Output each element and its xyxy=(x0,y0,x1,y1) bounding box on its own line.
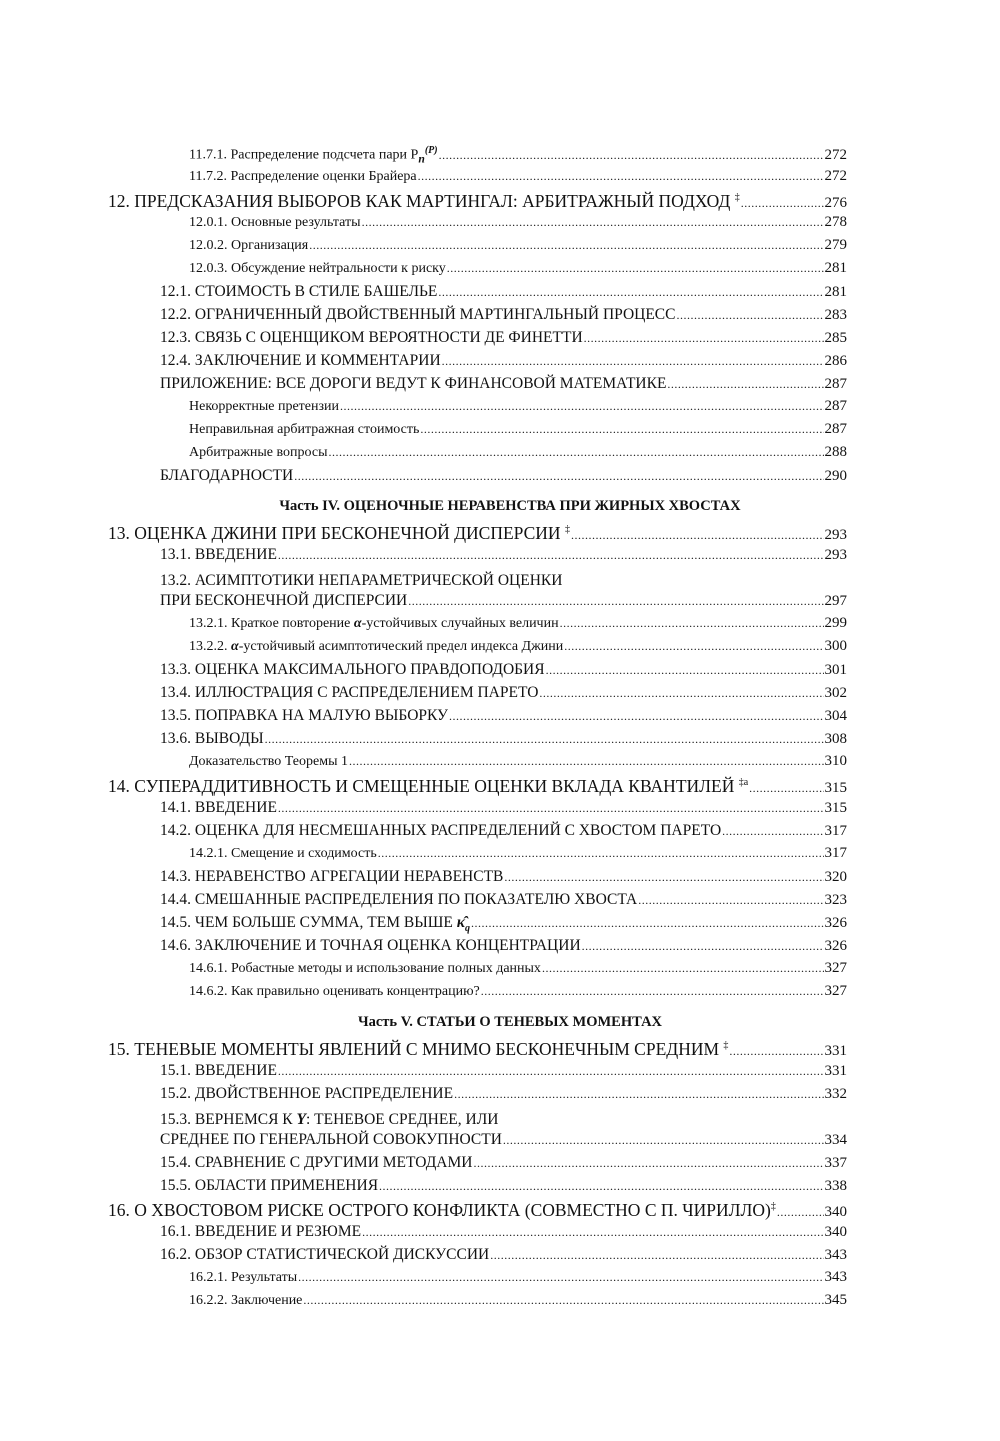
math-symbol: α xyxy=(231,639,239,654)
toc-page-number: 334 xyxy=(824,1132,847,1148)
toc-entry-title: 13.2.2. xyxy=(189,639,231,654)
toc-entry[interactable] xyxy=(0,1269,1000,1292)
toc-entry-title-rest: -устойчивых случайных величин xyxy=(361,616,559,631)
toc-entry-title: 15.3. ВЕРНЕМСЯ К xyxy=(160,1111,297,1128)
toc-entry[interactable] xyxy=(0,421,1000,444)
toc-entry-title: 12.0.1. Основные результаты xyxy=(189,215,361,230)
toc-entry-title: 13.2.1. Краткое повторение xyxy=(189,616,354,631)
math-symbol: κ̂ xyxy=(456,914,465,931)
math-symbol: α xyxy=(353,616,362,631)
toc-entry-title: 15. ТЕНЕВЫЕ МОМЕНТЫ ЯВЛЕНИЙ С МНИМО БЕСКОНЕЧНЫМ СРЕДНИМ xyxy=(108,1039,720,1059)
toc-entry-title: 16. О ХВОСТОВОМ РИСКЕ ОСТРОГО КОНФЛИКТА (СОВМЕСТНО С П. ЧИРИЛЛО) xyxy=(108,1200,771,1220)
dot-leader xyxy=(379,1179,823,1194)
dot-leader xyxy=(442,354,824,369)
dot-leader xyxy=(582,939,824,954)
math-superscript: (P) xyxy=(424,145,438,156)
toc-entry-title: 14.3. НЕРАВЕНСТВО АГРЕГАЦИИ НЕРАВЕНСТВ xyxy=(160,868,504,885)
toc-page-number: 281 xyxy=(824,260,847,276)
toc-entry-title: БЛАГОДАРНОСТИ xyxy=(160,467,294,484)
toc-entry-title: 14.5. ЧЕМ БОЛЬШЕ СУММА, ТЕМ ВЫШЕ xyxy=(160,914,457,931)
toc-entry-title-rest: : ТЕНЕВОЕ СРЕДНЕЕ, ИЛИ xyxy=(305,1111,499,1128)
dot-leader xyxy=(542,961,824,976)
toc-page-number: 331 xyxy=(824,1063,847,1079)
toc-entry-title: 15.4. СРАВНЕНИЕ С ДРУГИМИ МЕТОДАМИ xyxy=(160,1154,473,1171)
toc-entry-title: 13.5. ПОПРАВКА НА МАЛУЮ ВЫБОРКУ xyxy=(160,707,449,724)
toc-entry-title: 12.1. СТОИМОСТЬ В СТИЛЕ БАШЕЛЬЕ xyxy=(160,283,438,300)
toc-entry[interactable] xyxy=(0,168,1000,191)
toc-page-number: 340 xyxy=(824,1204,847,1220)
toc-section-entry[interactable] xyxy=(0,1154,1000,1177)
toc-entry[interactable] xyxy=(0,260,1000,283)
toc-entry[interactable] xyxy=(0,237,1000,260)
dot-leader xyxy=(378,846,824,861)
toc-page-number: 345 xyxy=(824,1292,847,1308)
toc-page-number: 331 xyxy=(824,1043,847,1059)
toc-page-number: 272 xyxy=(824,168,847,184)
toc-page-number: 327 xyxy=(824,960,847,976)
dot-leader xyxy=(546,663,824,678)
toc-section-entry[interactable] xyxy=(0,283,1000,306)
footnote-mark: ‡ xyxy=(723,1040,729,1052)
toc-entry-title: 16.2. ОБЗОР СТАТИСТИЧЕСКОЙ ДИСКУССИИ xyxy=(160,1246,490,1263)
toc-section-entry[interactable] xyxy=(0,1223,1000,1246)
toc-entry-title: 14.6.2. Как правильно оценивать концентрацию? xyxy=(189,984,480,999)
toc-section-entry[interactable] xyxy=(0,937,1000,960)
dot-leader xyxy=(278,548,824,563)
toc-page-number: 317 xyxy=(824,845,847,861)
toc-entry-title: 14.1. ВВЕДЕНИЕ xyxy=(160,799,277,816)
toc-page-number: 272 xyxy=(824,146,847,163)
dot-leader xyxy=(278,801,824,816)
toc-entry[interactable] xyxy=(0,753,1000,776)
dot-leader xyxy=(667,377,823,392)
toc-section-entry[interactable] xyxy=(0,329,1000,352)
dot-leader xyxy=(571,528,824,543)
toc-section-entry[interactable] xyxy=(0,375,1000,398)
dot-leader xyxy=(294,469,823,484)
toc-section-entry[interactable] xyxy=(0,1177,1000,1200)
toc-page-number: 290 xyxy=(824,468,847,484)
toc-entry-title: 12.2. ОГРАНИЧЕННЫЙ ДВОЙСТВЕННЫЙ МАРТИНГАЛЬНЫЙ ПРОЦЕСС xyxy=(160,306,676,323)
math-symbol: Y xyxy=(296,1111,306,1128)
dot-leader xyxy=(676,308,823,323)
toc-entry[interactable] xyxy=(0,1292,1000,1315)
toc-section-entry[interactable] xyxy=(0,730,1000,753)
toc-entry[interactable] xyxy=(0,638,1000,661)
toc-page-number: 340 xyxy=(824,1224,847,1240)
toc-page-number: 310 xyxy=(824,753,847,769)
toc-page-number: 287 xyxy=(824,398,847,414)
toc-entry-title: Неправильная арбитражная стоимость xyxy=(189,422,420,437)
toc-page-number: 304 xyxy=(824,708,847,724)
footnote-mark: ‡a xyxy=(738,777,749,789)
toc-page-number: 327 xyxy=(824,983,847,999)
toc-entry[interactable] xyxy=(0,214,1000,237)
toc-entry[interactable] xyxy=(0,444,1000,467)
toc-page-number: 326 xyxy=(824,915,847,931)
toc-page-number: 279 xyxy=(824,237,847,253)
toc-entry-title: Доказательство Теоремы 1 xyxy=(189,754,348,769)
toc-page-number: 287 xyxy=(824,376,847,392)
toc-section-entry[interactable] xyxy=(0,891,1000,914)
toc-entry-title: 12. ПРЕДСКАЗАНИЯ ВЫБОРОВ КАК МАРТИНГАЛ: АРБИТРАЖНЫЙ ПОДХОД xyxy=(108,191,731,211)
toc-entry[interactable] xyxy=(0,983,1000,1006)
toc-section-entry[interactable] xyxy=(0,352,1000,375)
toc-chapter-entry[interactable] xyxy=(0,191,1000,214)
toc-chapter-entry[interactable] xyxy=(0,523,1000,546)
toc-section-entry[interactable] xyxy=(0,1085,1000,1108)
dot-leader xyxy=(638,893,823,908)
part-heading: Часть IV. ОЦЕНОЧНЫЕ НЕРАВЕНСТВА ПРИ ЖИРНЫХ ХВОСТАХ xyxy=(279,498,741,514)
dot-leader xyxy=(560,616,824,631)
math-subscript: n xyxy=(418,152,425,166)
toc-section-entry[interactable] xyxy=(0,1062,1000,1085)
dot-leader xyxy=(418,169,824,184)
math-subscript: q xyxy=(464,923,470,935)
toc-entry-title: 12.3. СВЯЗЬ С ОЦЕНЩИКОМ ВЕРОЯТНОСТИ ДЕ ФИНЕТТИ xyxy=(160,329,583,346)
dot-leader xyxy=(362,1225,823,1240)
dot-leader xyxy=(729,1044,823,1059)
footnote-mark: ‡ xyxy=(734,192,740,204)
toc-section-entry[interactable] xyxy=(0,868,1000,891)
dot-leader xyxy=(439,148,824,163)
toc-page-number: 299 xyxy=(824,615,847,631)
footnote-mark: ‡ xyxy=(564,524,570,536)
dot-leader xyxy=(340,399,823,414)
toc-entry-title: 13.1. ВВЕДЕНИЕ xyxy=(160,546,277,563)
toc-section-entry[interactable] xyxy=(0,467,1000,490)
toc-entry-title: 13.6. ВЫВОДЫ xyxy=(160,730,264,747)
toc-entry-title: Арбитражные вопросы xyxy=(189,445,328,460)
toc-page-number: 301 xyxy=(824,662,847,678)
toc-entry[interactable] xyxy=(0,960,1000,983)
toc-page-number: 326 xyxy=(824,938,847,954)
toc-page-number: 323 xyxy=(824,892,847,908)
toc-section-entry[interactable] xyxy=(0,684,1000,707)
dot-leader xyxy=(438,285,823,300)
dot-leader xyxy=(471,916,824,931)
dot-leader xyxy=(447,261,824,276)
toc-page-number: 343 xyxy=(824,1247,847,1263)
toc-entry-title: ПРИЛОЖЕНИЕ: ВСЕ ДОРОГИ ВЕДУТ К ФИНАНСОВОЙ МАТЕМАТИКЕ xyxy=(160,375,667,392)
dot-leader xyxy=(303,1293,823,1308)
toc-page-number: 281 xyxy=(824,284,847,300)
toc-page-number: 343 xyxy=(824,1269,847,1285)
toc-entry-title: 14.2.1. Смещение и сходимость xyxy=(189,846,377,861)
toc-entry-title: СРЕДНЕЕ ПО ГЕНЕРАЛЬНОЙ СОВОКУПНОСТИ xyxy=(160,1131,502,1148)
toc-page-number: 332 xyxy=(824,1086,847,1102)
toc-page-number: 300 xyxy=(824,638,847,654)
dot-leader xyxy=(504,870,823,885)
toc-page-number: 308 xyxy=(824,731,847,747)
toc-page-number: 276 xyxy=(824,195,847,211)
toc-entry-title: 14.6.1. Робастные методы и использование полных данных xyxy=(189,961,541,976)
dot-leader xyxy=(349,754,824,769)
toc-page-number: 315 xyxy=(824,780,847,796)
toc-section-entry[interactable] xyxy=(0,592,1000,615)
toc-entry-title: 12.0.3. Обсуждение нейтральности к риску xyxy=(189,261,446,276)
toc-entry[interactable] xyxy=(0,845,1000,868)
dot-leader xyxy=(777,1205,824,1220)
toc-page-number: 278 xyxy=(824,214,847,230)
dot-leader xyxy=(309,238,823,253)
toc-page-number: 317 xyxy=(824,823,847,839)
footnote-mark: ‡ xyxy=(770,1201,776,1213)
toc-entry-title: 14.2. ОЦЕНКА ДЛЯ НЕСМЕШАННЫХ РАСПРЕДЕЛЕНИЙ С ХВОСТОМ ПАРЕТО xyxy=(160,822,722,839)
toc-section-entry[interactable] xyxy=(0,707,1000,730)
toc-section-entry[interactable] xyxy=(0,546,1000,569)
part-heading: Часть V. СТАТЬИ О ТЕНЕВЫХ МОМЕНТАХ xyxy=(357,1014,663,1030)
toc-entry-title-rest: -устойчивый асимптотический предел индекса Джини xyxy=(238,639,564,654)
toc-entry-title: 13.3. ОЦЕНКА МАКСИМАЛЬНОГО ПРАВДОПОДОБИЯ xyxy=(160,661,545,678)
dot-leader xyxy=(408,594,823,609)
dot-leader xyxy=(749,781,823,796)
toc-page-number: 297 xyxy=(824,593,847,609)
dot-leader xyxy=(481,984,824,999)
dot-leader xyxy=(420,422,823,437)
toc-entry-title: Некорректные претензии xyxy=(189,399,340,414)
toc-entry-title: 14. СУПЕРАДДИТИВНОСТЬ И СМЕЩЕННЫЕ ОЦЕНКИ ВКЛАДА КВАНТИЛЕЙ xyxy=(108,776,735,796)
toc-page-number: 338 xyxy=(824,1178,847,1194)
toc-entry[interactable] xyxy=(0,398,1000,421)
toc-entry-title: 11.7.2. Распределение оценки Брайера xyxy=(189,169,417,184)
toc-section-entry[interactable] xyxy=(0,914,1000,937)
dot-leader xyxy=(329,445,824,460)
toc-page-number: 320 xyxy=(824,869,847,885)
dot-leader xyxy=(454,1087,823,1102)
toc-entry-title: 16.2.1. Результаты xyxy=(189,1270,298,1285)
dot-leader xyxy=(449,709,823,724)
toc-chapter-entry[interactable] xyxy=(0,776,1000,799)
toc-entry[interactable] xyxy=(0,145,1000,168)
toc-page-number: 286 xyxy=(824,353,847,369)
toc-chapter-entry[interactable] xyxy=(0,1200,1000,1223)
toc-entry-title-line xyxy=(0,1108,1000,1131)
dot-leader xyxy=(503,1133,824,1148)
toc-entry-title: 15.5. ОБЛАСТИ ПРИМЕНЕНИЯ xyxy=(160,1177,379,1194)
toc-section-entry[interactable] xyxy=(0,799,1000,822)
toc-entry-title: 13. ОЦЕНКА ДЖИНИ ПРИ БЕСКОНЕЧНОЙ ДИСПЕРСИИ xyxy=(108,523,561,543)
dot-leader xyxy=(265,732,824,747)
toc-section-entry[interactable] xyxy=(0,661,1000,684)
toc-page-number: 337 xyxy=(824,1155,847,1171)
toc-entry-title-line: 13.2. АСИМПТОТИКИ НЕПАРАМЕТРИЧЕСКОЙ ОЦЕНКИ xyxy=(160,572,563,589)
toc-section-entry[interactable] xyxy=(0,1131,1000,1154)
toc-entry-title: 12.0.2. Организация xyxy=(189,238,309,253)
dot-leader xyxy=(741,196,824,211)
dot-leader xyxy=(722,824,823,839)
toc-page-number: 287 xyxy=(824,421,847,437)
toc-entry-title: ПРИ БЕСКОНЕЧНОЙ ДИСПЕРСИИ xyxy=(160,592,408,609)
toc-chapter-entry[interactable] xyxy=(0,1039,1000,1062)
toc-page-number: 288 xyxy=(824,444,847,460)
toc-entry-title: 15.1. ВВЕДЕНИЕ xyxy=(160,1062,277,1079)
toc-page-number: 293 xyxy=(824,527,847,543)
dot-leader xyxy=(490,1248,823,1263)
toc-section-entry[interactable] xyxy=(0,822,1000,845)
dot-leader xyxy=(473,1156,823,1171)
toc-page-number: 315 xyxy=(824,800,847,816)
toc-page-number: 293 xyxy=(824,547,847,563)
table-of-contents xyxy=(0,145,1000,1315)
dot-leader xyxy=(362,215,824,230)
dot-leader xyxy=(564,639,823,654)
toc-entry-title: 11.7.1. Распределение подсчета пари P xyxy=(189,147,419,163)
toc-entry-title: 13.4. ИЛЛЮСТРАЦИЯ С РАСПРЕДЕЛЕНИЕМ ПАРЕТО xyxy=(160,684,539,701)
toc-page-number: 285 xyxy=(824,330,847,346)
toc-entry-title: 14.6. ЗАКЛЮЧЕНИЕ И ТОЧНАЯ ОЦЕНКА КОНЦЕНТРАЦИИ xyxy=(160,937,581,954)
toc-entry[interactable] xyxy=(0,615,1000,638)
dot-leader xyxy=(278,1064,824,1079)
toc-section-entry[interactable] xyxy=(0,1246,1000,1269)
dot-leader xyxy=(298,1270,823,1285)
dot-leader xyxy=(539,686,823,701)
toc-page-number: 302 xyxy=(824,685,847,701)
toc-page-number: 283 xyxy=(824,307,847,323)
toc-entry-title: 14.4. СМЕШАННЫЕ РАСПРЕДЕЛЕНИЯ ПО ПОКАЗАТЕЛЮ ХВОСТА xyxy=(160,891,638,908)
toc-entry-title: 15.2. ДВОЙСТВЕННОЕ РАСПРЕДЕЛЕНИЕ xyxy=(160,1085,454,1102)
toc-entry-title: 12.4. ЗАКЛЮЧЕНИЕ И КОММЕНТАРИИ xyxy=(160,352,441,369)
dot-leader xyxy=(584,331,824,346)
toc-section-entry[interactable] xyxy=(0,306,1000,329)
toc-entry-title: 16.2.2. Заключение xyxy=(189,1293,303,1308)
toc-entry-title: 16.1. ВВЕДЕНИЕ И РЕЗЮМЕ xyxy=(160,1223,362,1240)
